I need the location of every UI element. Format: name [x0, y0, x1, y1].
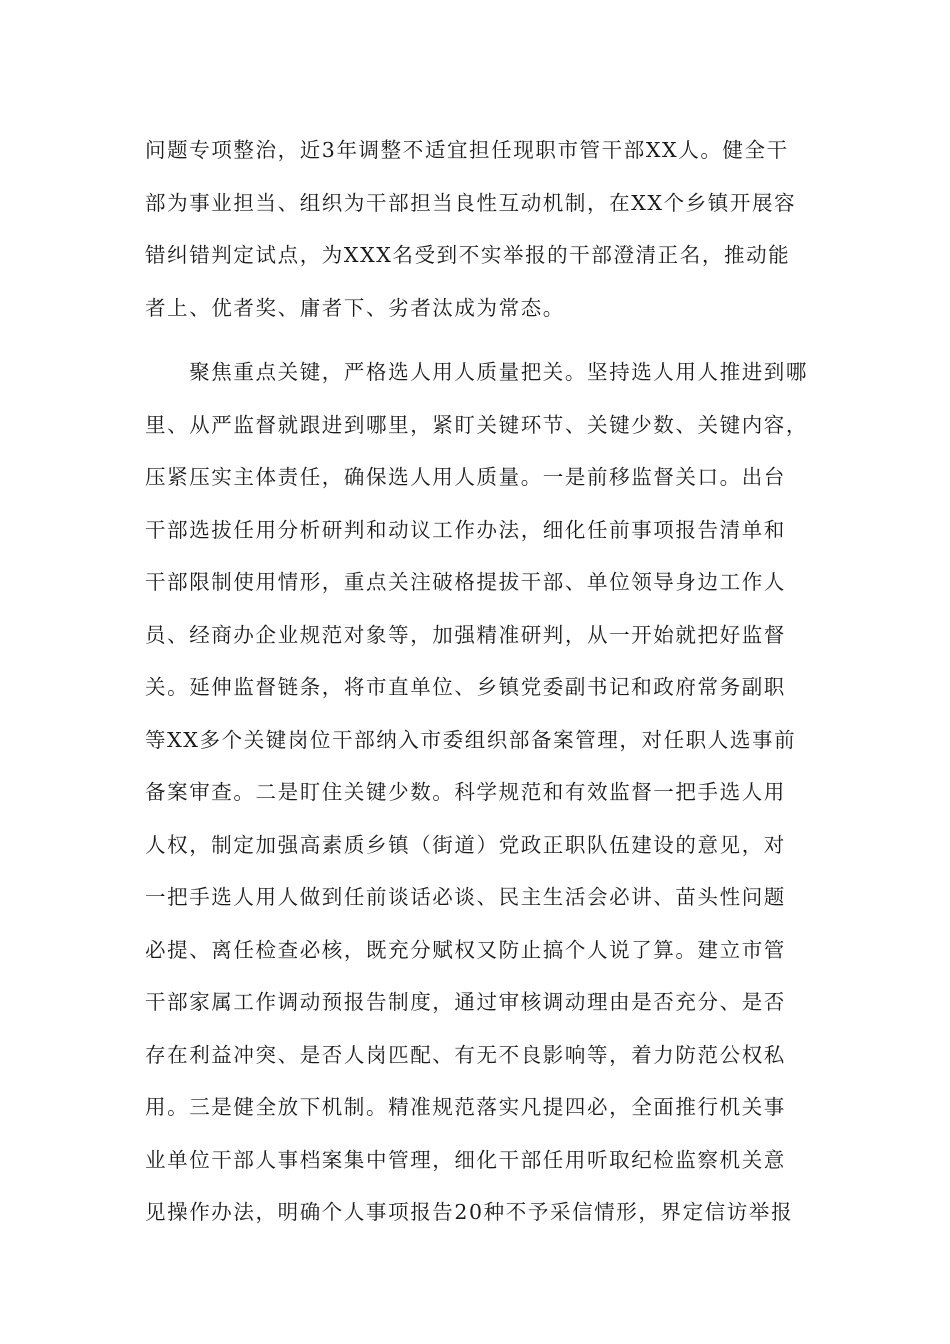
text-line: 里、从严监督就跟进到哪里，紧盯关键环节、关键少数、关键内容， — [145, 412, 808, 437]
text-line: 干部限制使用情形，重点关注破格提拔干部、单位领导身边工作人 — [145, 570, 786, 594]
paragraph-1 — [145, 124, 810, 334]
text-line: 见操作办法，明确个人事项报告20种不予采信情形，界定信访举报 — [145, 1200, 794, 1224]
text-line: 干部家属工作调动预报告制度，通过审核调动理由是否充分、是否 — [145, 990, 786, 1014]
text-line: 人权，制定加强高素质乡镇（街道）党政正职队伍建设的意见，对 — [145, 832, 786, 857]
text-line: 者上、优者奖、庸者下、劣者汰成为常态。 — [145, 295, 565, 320]
text-line: 压紧压实主体责任，确保选人用人质量。一是前移监督关口。出台 — [145, 465, 786, 489]
text-line: 存在利益冲突、是否人岗匹配、有无不良影响等，着力防范公权私 — [145, 1042, 786, 1067]
text-line: 聚焦重点关键，严格选人用人质量把关。坚持选人用人推进到哪 — [145, 360, 808, 384]
text-line: 干部选拔任用分析研判和动议工作办法，细化任前事项报告清单和 — [145, 517, 786, 542]
text-line: 错纠错判定试点，为XXX名受到不实举报的干部澄清正名，推动能 — [145, 243, 791, 267]
text-line: 必提、离任检查必核，既充分赋权又防止搞个人说了算。建立市管 — [145, 937, 786, 962]
text-line: 业单位干部人事档案集中管理，细化干部任用听取纪检监察机关意 — [145, 1147, 786, 1172]
text-line: 员、经商办企业规范对象等，加强精准研判，从一开始就把好监督 — [145, 622, 786, 647]
paragraph-2 — [145, 346, 810, 1239]
text-line: 等XX多个关键岗位干部纳入市委组织部备案管理，对任职人选事前 — [145, 727, 797, 752]
text-line: 关。延伸监督链条，将市直单位、乡镇党委副书记和政府常务副职 — [145, 675, 786, 699]
text-line: 问题专项整治，近3年调整不适宜担任现职市管干部XX人。健全干 — [145, 138, 789, 162]
text-line: 备案审查。二是盯住关键少数。科学规范和有效监督一把手选人用 — [145, 780, 786, 804]
text-line: 一把手选人用人做到任前谈话必谈、民主生活会必讲、苗头性问题 — [145, 885, 786, 909]
text-line: 用。三是健全放下机制。精准规范落实凡提四必，全面推行机关事 — [145, 1095, 786, 1119]
text-line: 部为事业担当、组织为干部担当良性互动机制，在XX个乡镇开展容 — [145, 190, 797, 215]
